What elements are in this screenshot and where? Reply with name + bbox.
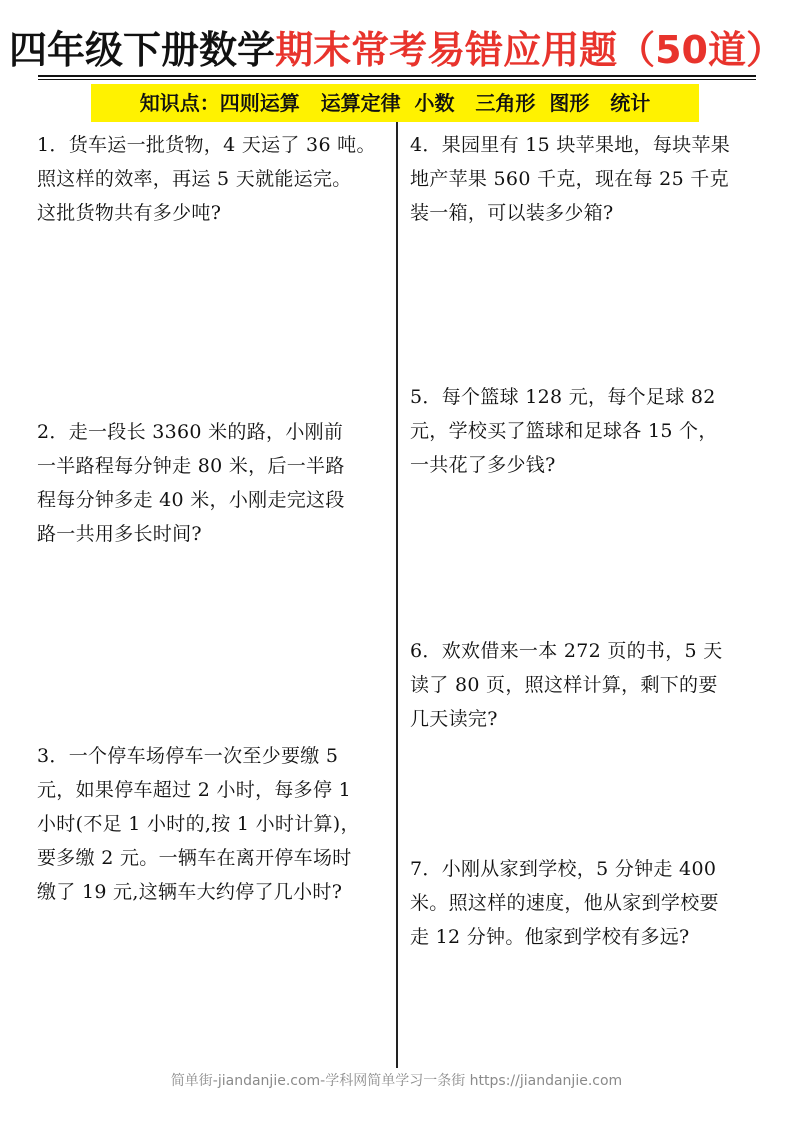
- problem-4: [410, 128, 730, 230]
- problem-line: 4．果园里有 15 块苹果地，每块苹果: [410, 134, 731, 156]
- title-grade: 四年级下册数学: [9, 28, 276, 72]
- problem-line: 这批货物共有多少吨?: [37, 202, 222, 224]
- problem-line: 2．走一段长 3360 米的路，小刚前: [37, 421, 344, 443]
- title-subject: 期末常考易错应用题（50道）: [275, 28, 784, 72]
- problem-7: [410, 852, 719, 954]
- problem-5: [410, 380, 718, 482]
- problem-line: 米。照这样的速度，他从家到学校要: [410, 892, 719, 914]
- problem-line: 要多缴 2 元。一辆车在离开停车场时: [37, 847, 352, 869]
- problem-line: 一共花了多少钱?: [410, 454, 556, 476]
- problem-line: 地产苹果 560 千克，现在每 25 千克: [410, 168, 729, 190]
- problem-line: 几天读完?: [410, 708, 498, 730]
- problem-line: 照这样的效率，再运 5 天就能运完。: [37, 168, 352, 190]
- problem-line: 读了 80 页，照这样计算，剩下的要: [410, 674, 718, 696]
- problem-line: 1．货车运一批货物，4 天运了 36 吨。: [37, 134, 376, 156]
- footer-watermark: 简单街-jiandanjie.com-学科网简单学习一条街 https://jiandanjie.com: [170, 1073, 623, 1089]
- problem-line: 程每分钟多走 40 米，小刚走完这段: [37, 489, 345, 511]
- problem-line: 装一箱，可以装多少箱?: [410, 202, 614, 224]
- problem-line: 元，如果停车超过 2 小时，每多停 1: [37, 779, 351, 801]
- problem-line: 3．一个停车场停车一次至少要缴 5: [37, 745, 339, 767]
- problem-line: 元，学校买了篮球和足球各 15 个，: [410, 420, 718, 442]
- title-underline: [38, 75, 756, 77]
- problem-line: 缴了 19 元,这辆车大约停了几小时?: [37, 881, 343, 903]
- problem-1: [37, 128, 376, 230]
- problem-line: 5．每个篮球 128 元，每个足球 82: [410, 386, 716, 408]
- problem-line: 7．小刚从家到学校，5 分钟走 400: [410, 858, 717, 880]
- knowledge-points-banner: 知识点：四则运算 运算定律 小数 三角形 图形 统计: [91, 84, 699, 122]
- problem-line: 小时(不足 1 小时的,按 1 小时计算)，: [37, 813, 360, 835]
- column-divider: [396, 122, 398, 1068]
- problem-line: 走 12 分钟。他家到学校有多远?: [410, 926, 690, 948]
- page-title: [0, 26, 793, 74]
- problem-line: 一半路程每分钟走 80 米，后一半路: [37, 455, 345, 477]
- problem-line: 6．欢欢借来一本 272 页的书，5 天: [410, 640, 723, 662]
- title-underline-thin: [38, 79, 756, 80]
- problem-6: [410, 634, 723, 736]
- problem-line: 路一共用多长时间?: [37, 523, 202, 545]
- problem-2: [37, 415, 345, 551]
- problem-3: [37, 739, 360, 909]
